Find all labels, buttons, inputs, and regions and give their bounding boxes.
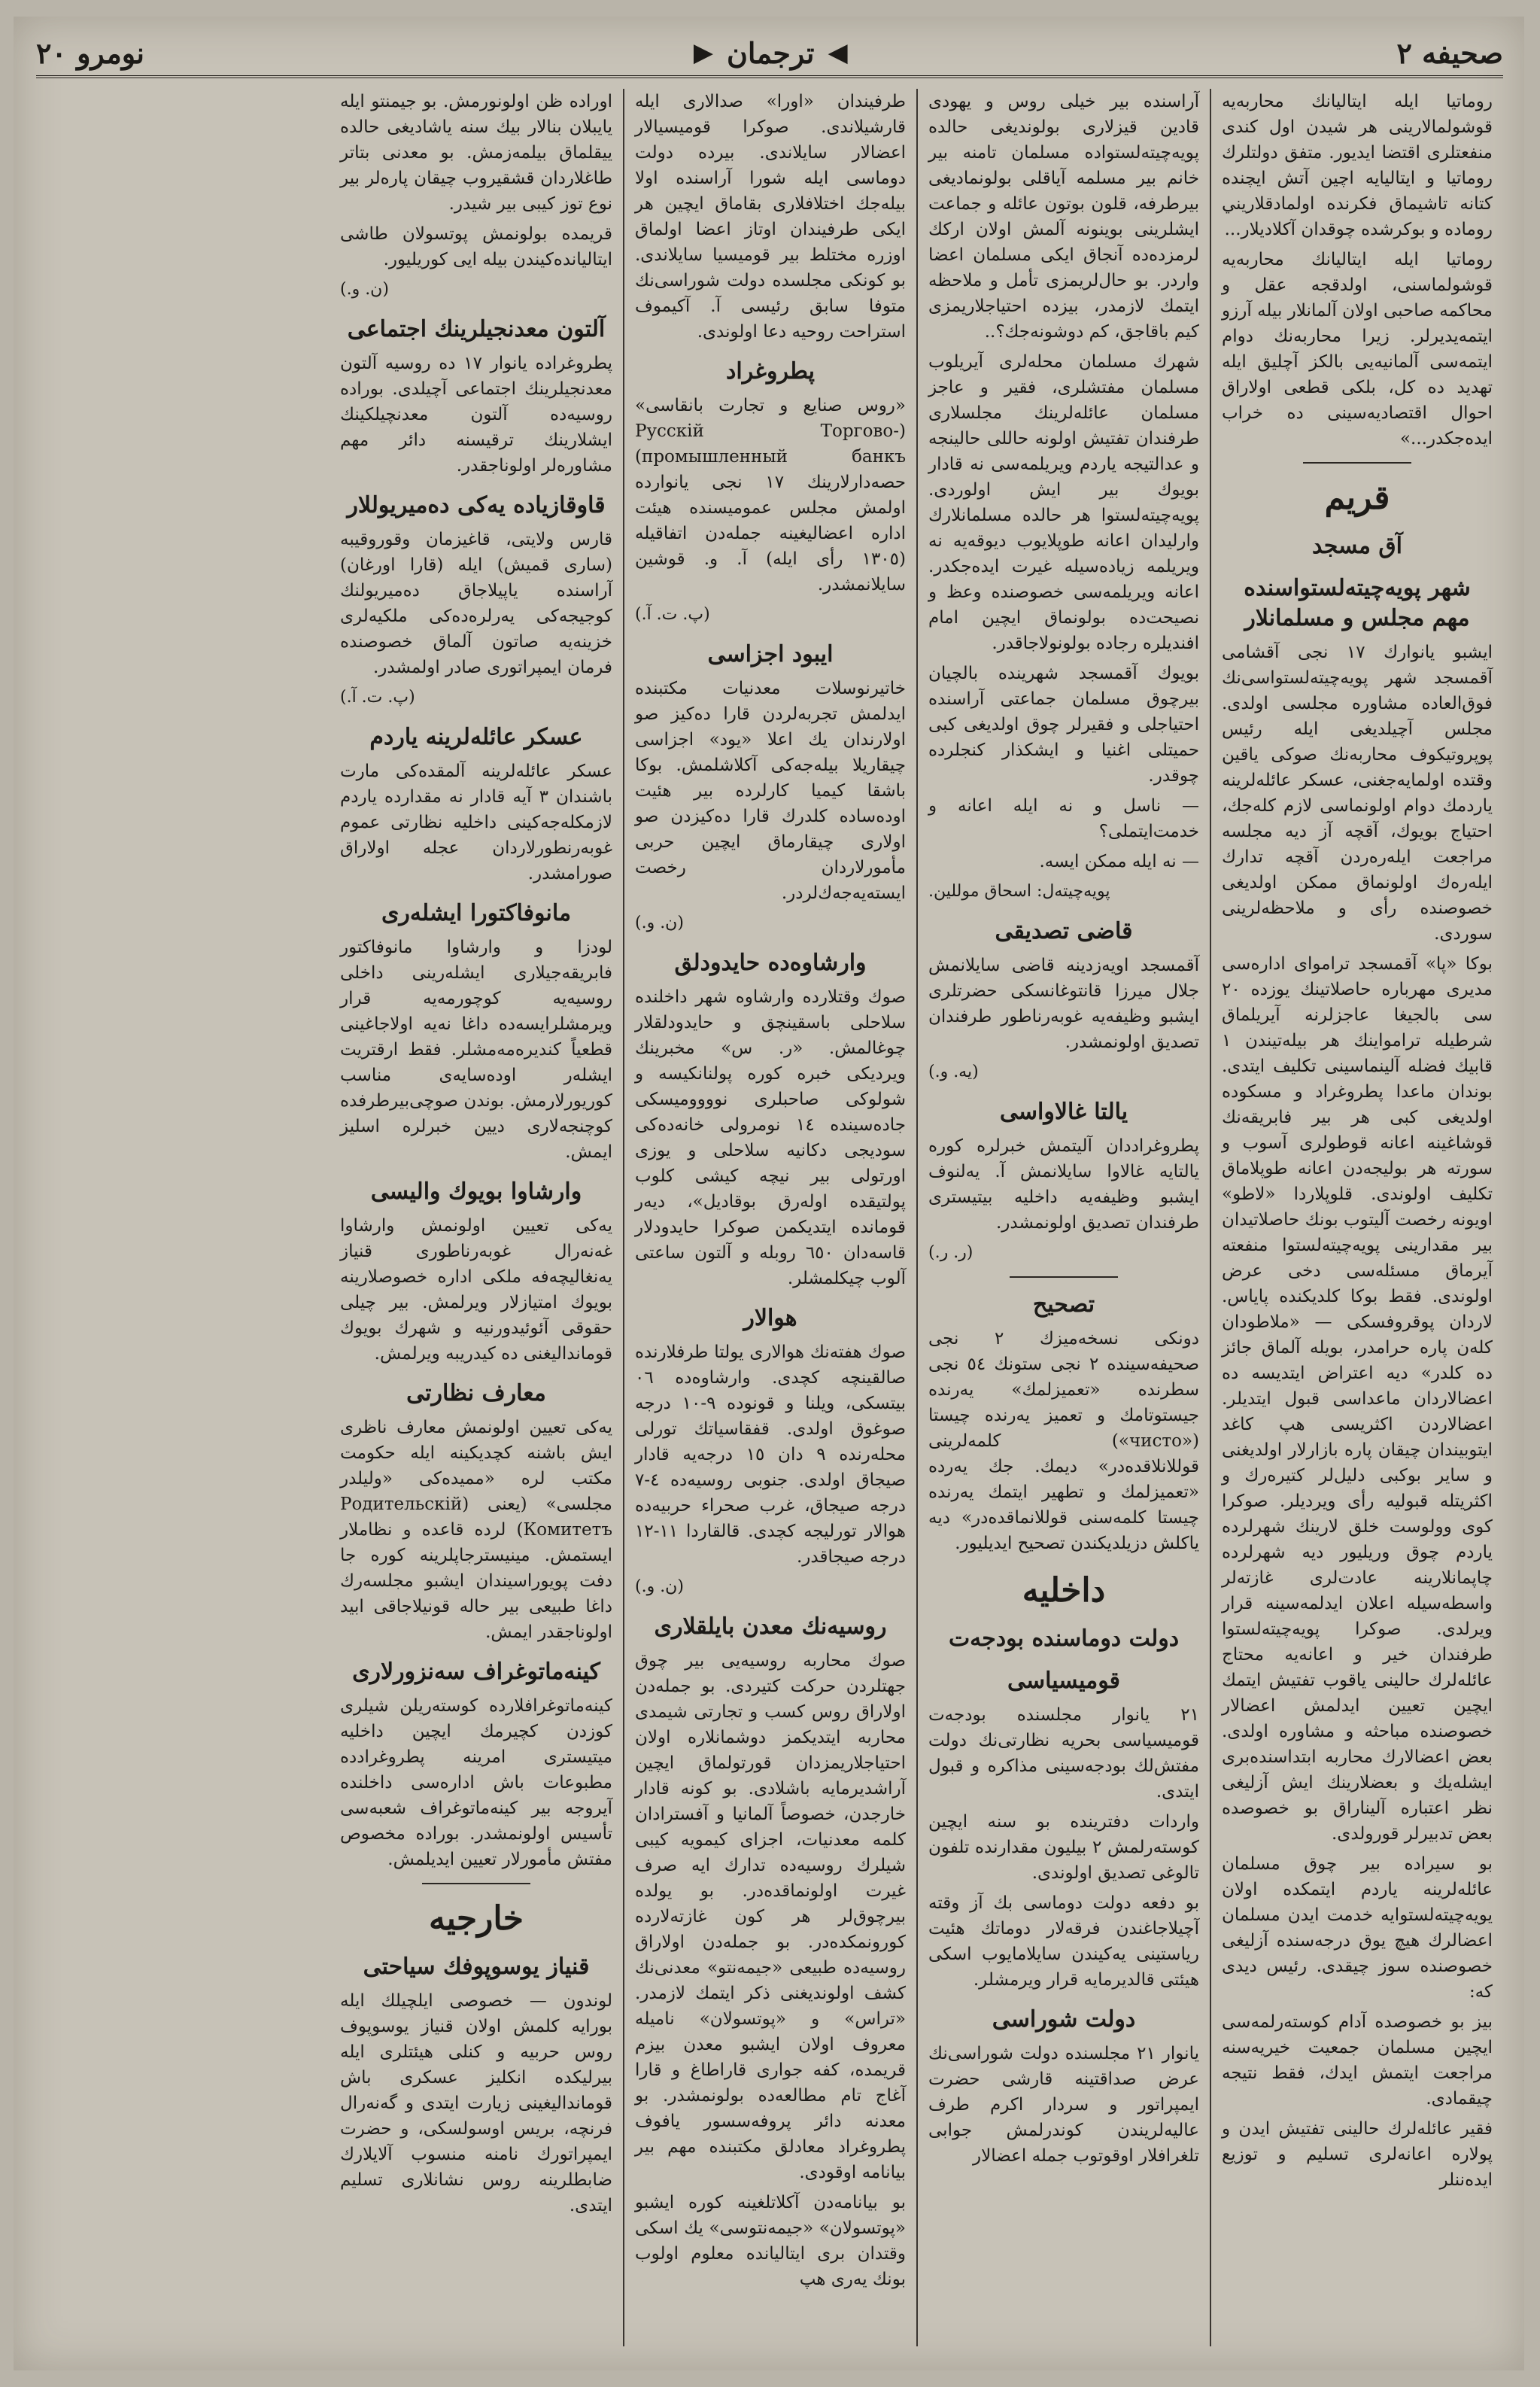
article-text: دونكى نسخه‌ميزك ٢ نجى صحيفه‌سينده ٢ نجى ستونك ٥٤ نجى سطرنده «تعميزلمك» يه‌رنده جيستوتامك و تعميز يه‌رنده چيستا («чисто») كلمه‌لرينى قوللانلاقده‌در» ديمك. جك يه‌رده «تعميزلمك و تطهير ايتمك يه‌رنده چيستا كلمه‌سنى قوللانماقده‌در» ديه ياكلش دزيلديكندن تصحيح ايديليور. xyxy=(928,1329,1199,1553)
article-heading: روسيه‌نك معدن بايلقلارى xyxy=(654,1613,887,1640)
section-heading-crimea: قريم xyxy=(1324,479,1390,517)
source-tag: (ن. و.) xyxy=(340,280,389,299)
article-heading: آق مسجد xyxy=(1312,533,1402,559)
article-heading: دولت دوماسنده بودجه‌ت xyxy=(948,1625,1180,1652)
newspaper-title: ترجمان xyxy=(726,35,815,70)
article-heading: هوالار xyxy=(743,1305,797,1331)
columns xyxy=(36,89,1503,2346)
article-text: پطروغراددان آليتمش خبرلره كوره يالتايه غالاوا سايلانمش آ. يه‌لنوف ايشبو وظيفه‌يه داخليه بيتيسترى طرفندان تصديق اولونمشدر. xyxy=(928,1136,1199,1233)
article-heading: قوميسياسى xyxy=(1007,1668,1121,1694)
article-text: لودزا و وارشاوا مانوفاكتور فابريقه‌جيلارى ايشله‌رينى داخلى روسيه‌يه كوچورمه‌يه قرار ويرمشلرايسه‌ده داغا نه‌يه اولاجاغينى قطعياً كنديره‌مه‌مشلر. فقط ارقتريت ايشله‌ر اوده‌سايه‌ى مناسب كوريورلارمش. بوندن صوچى‌بيرطرفده كوچنجه‌لارى ديين خبرلره اسليز ايمش. xyxy=(340,938,612,1162)
article-text: اوراده ظن اولونورمش. بو جيمنتو ايله يايبلان بنالار بيك سنه ياشاديغى حالده ييقلماق بيلمه‌زمش. بو معدنى بتاتر طاغلاردان قشقيروب چيقان پاره‌لر بير نوع توز كيبى بير شيدر. xyxy=(340,92,612,214)
newspaper-page xyxy=(14,17,1524,2370)
divider xyxy=(1303,462,1411,464)
section-heading-foreign: خارجيه xyxy=(429,1899,524,1938)
column-3 xyxy=(623,89,916,2346)
article-text: ٢١ يانوار مجلسنده بودجه‌ت قوميسياسى بحريه نظارتى‌نك دولت مفتش‌لك بودجه‌سينى مذاكره و قبول ايتدى. xyxy=(928,1705,1199,1802)
article-text: لوندون — خصوصى ايلچيلك ايله بورايه كلمش اولان قنياز يوسوپوف روس حربيه و كنلى هيئتلرى ايله بيرليكده انكليز عسكرى باش قومانداليغينى زيارت ايتدى و گه‌نه‌رال فرنچه، بريس اوسولسكى، و حضرت ايمپراتورك نامنه منسوب آلايلارك ضابطلرينه روس نشانلارى تسليم ايتدى. xyxy=(340,1991,612,2215)
article-heading: معارف نظارتى xyxy=(406,1380,546,1406)
article-text: بو دفعه دولت دوماسى بك آز وقته آچيلاجاغندن فرقه‌لار دوماتك هئيت رياستينى يه‌كيندن سايلامايوب اسكى هيئتى قالديرمايه قرار ويرمشلر. xyxy=(928,1893,1199,1990)
article-heading: عسكر عائله‌لرينه ياردم xyxy=(369,724,583,750)
article-text: ايشبو يانوارك ١٧ نجى آقشامى آقمسجد شهر پويه‌چيته‌لستواسى‌نك فوق‌العاده مشاوره مجلسى اولدى. مجلس آچيلديغى ايله رئيس پوپروتيكوف محاربه‌نك صوكى ياقين وقتده اولمايه‌جغنى، عسكر عائله‌لرينه ياردمك دوام اولونماسى لازم كله‌جك، احتياج بويوك، آقچه آز ديه مجلسه مراجعت ايله‌ره‌ردن آقچه تدارك ايله‌ره‌ك اولونماق ممكن اولديغى خصوصنده رأى و ملاحظه‌لرينى سوردى. xyxy=(1222,643,1493,944)
article-text: بويوك آقمسجد شهرينده بالچيان بيرچوق مسلمان جماعتى آراسنده احتياجلى و فقيرلر چوق اولديغى كبى حميتلى اغنيا و ايشكذار كنجلرده چوقدر. xyxy=(928,664,1199,786)
divider xyxy=(422,1883,531,1884)
section-heading-domestic: داخليه xyxy=(1022,1571,1106,1610)
article-text: يه‌كى تعيين اولونمش معارف ناظرى ايش باشنه كچديكينه ايله حكومت مكتب لره «مميده‌كى «وليلدر مجلسى» (يعنى (Родительскiй Комитетъ) لرده قاعده و نظاملار ايستمش. مينيسترجاپلرينه كوره جا دفت پويوراسيندان ايشبو مجلسه‌رك داغا طبيعى بير حاله قونيلاجاقى ابيد اولوناجقدر ايمش. xyxy=(340,1418,612,1642)
article-text: يه‌كى تعيين اولونمش وارشاوا غه‌نه‌رال غوبه‌رناطورى قنياز يه‌نغاليچه‌فه ملكى اداره خصوصلارينه بويوك امتيازلار ويرلمش. بير چيلى حقوقى آئوئيدورنيه و شهرك بويوك قومانداليغنى ده كيدريبه ويرلمش. xyxy=(340,1216,612,1364)
article-text: كينه‌ماتوغرافلارده كوسته‌ريلن شيلرى كوزدن كچيرمك ايچين داخليه ميتيسترى امرينه پطروغرادده مطبوعات باش اداره‌سى داخلنده آيروجه بير كينه‌ماتوغراف شعبه‌سى تأسيس اولونمشدر. بوراده مخصوص مفتش مأمورلار تعيين ايديلمش. xyxy=(340,1696,612,1869)
article-heading: قنياز يوسوپوفك سياحتى xyxy=(363,1954,590,1980)
article-text: قريمده بولونمش پوتسولان طاشى ايتاليانده‌كيندن بيله ايى كوريليور. xyxy=(340,224,612,269)
article-heading: يالتا غالاواسى xyxy=(999,1099,1128,1125)
left-arrow-ornament-icon: ◀ xyxy=(828,38,848,68)
masthead xyxy=(36,30,1503,78)
article-text: بو سيراده بير چوق مسلمان عائله‌لرينه ياردم ايتمكده اولان يويه‌چيته‌لستوايه خدمت ايدن مسلمان اعضالرك هيچ يوق درجه‌سنده آزليغى خصوصنده سوز چيقدى. رئيس ديدى كه: xyxy=(1222,1854,1493,2002)
column-2 xyxy=(916,89,1210,2346)
article-heading: ايبود اجزاسى xyxy=(707,641,834,667)
article-heading: دولت شوراسى xyxy=(992,2006,1136,2033)
article-text: فقير عائله‌لرك حالينى تفتيش ايدن و پولاره اعانه‌لرى تسليم و توزيع ايده‌ننلر xyxy=(1222,2119,1493,2190)
article-subheading: شهر پويه‌چيته‌لستواسنده مهم مجلس و مسلمانلار xyxy=(1244,575,1471,631)
source-tag: (ن. و.) xyxy=(635,1577,684,1596)
article-text: روماتيا ايله ايتاليانك محاربه‌يه قوشولمالارينى هر شيدن اول كندى منفعتلرى اقتضا ايديور. متفق دولتلرك روماتيا و ايتاليايه اچين آتش ايچنده كتانه تاشيماق فكرنده اولمادقلاريني روماده و بوكرشده چوقدان آكلاديلار... xyxy=(1222,92,1493,239)
article-text: صوك محاربه روسيه‌يى بير چوق جهتلردن حركت كتيردى. بو جمله‌دن اولاراق روس كسب و تجارتى شيمدى محاربه ايتديكمز دوشمانلاره اولان احتياجلاريمزدان قورتولماق ايچين آراشديرمايه باشلادى. بو كونه قادار خارجدن، خصوصاً آلمانيا و آفسترادان كلمه معدنيات، اجزاى كيمويه كيبى شيلرك روسيه‌ده تدارك ايه صرف غيرت اولونماقده‌در. بو يولده بيرچوق‌لر هر كون غازته‌لارده كورونمكده‌در. بو جمله‌دن اولاراق روسيه‌ده طبيعى «جيمه‌نتو» معدنى‌نك كشف اولونديغنى ذكر ايتمك لازمدر. «تراس» و «پوتسولان» ناميله معروف اولان ايشبو معدن بيزم قريمده، كفه جوارى قاراطاغ و قارا آغاج تام مطالعه‌ده بولونمشدر. بو معدنه دائر پروفه‌سسور يافوف پطروغراد معادلق مكتبنده مهم بير بيانامه اوقودى. xyxy=(635,1651,906,2182)
source-tag: (ر. ر.) xyxy=(928,1243,974,1262)
article-text: «روس صنايع و تجارت بانقاسى» (Русскiй Торгово-промышленный банкъ) حصه‌دارلارينك ١٧ نجى يانوارده اولمش مجلس عموميسنده هيئت اداره اعضاليغينه جمله‌دن اتفاقيله (١٣٠٥ رأى ايله) آ. و. قوشين سايلانمشدر. xyxy=(635,396,906,594)
article-text: پطروغراده يانوار ١٧ ده روسيه آلتون معدنجيلرينك اجتماعى آچيلدى. بوراده روسيه‌ده آلتون معدنچيلكينك ايشلارينك ترقيسنه دائر مهم مشاوره‌لر اولوناجقدر. xyxy=(340,354,613,476)
article-heading: تصحيح xyxy=(1032,1291,1095,1318)
source-tag: (پ. ت. آ.) xyxy=(635,605,710,624)
article-text: خاتيرنوسلات معدنيات مكتبنده ايدلمش تجربه‌لردن قارا ده‌كيز صو اولارندان يك اعلا «يود» اجزاسى چيقاريلا بيله‌جه‌كى آكلاشلمش. بوكا باشقا كيميا كارلرده بير هئيت اوده‌ساده كلدرك قارا ده‌كيزدن صو اولارى چيقارماق ايچين حربى مأمورلاردان رخصت ايسته‌يه‌جه‌ك‌لردر. xyxy=(635,679,906,903)
article-text: — نه ايله ممكن ايسه. xyxy=(1039,852,1199,871)
article-text: بوكا «پا» آقمسجد ترامواى اداره‌سى مديرى مهرباره حاصلاتينك يوزده ٢٠ سى بالجيغا عاجزلرنه آيريلماق شرطيله ترامواينك هر بيله‌تيندن ١ قابيك فضله آلينماسينى تكليف ايتدى. بوندان ماعدا پطروغراد و مسكوده اولديغى كبى هر بير فابريقه‌نك قوشاغينه اعانه قوطولرى آسوب و سورته هر بوليجه‌دن اعانه طوپلاماق تكليف اولوندى. قلوپلاردا «لاطو» اويونه رخصت آليتوب بونك حاصلاتيدان بير مقدارينى پويه‌چيته‌لستوا منفعته آيرماق مسئله‌سى دخى عرض اولوندى. فقط بوكا كلديكنده پاياس. لاردان پوقروفسكى — «ملاطودان كله‌ن پاره حرامدر، بويله آلماق جائز ده كلدر» ديه اعتراض ايتديسه ده اعضالاردان ماعداسى قبول ايتديلر. اعضالاردن اكثريسى هپ كاغد ايتوبيندان چيقان پاره بازارلار اولديغنى و ساير بوكبى دليل‌لر كتيره‌رك و اكثريتله قبوليه رأى ويرديلر. صوكرا كوى وولوست خلق لارينك شهرلرده ياردم چوق وريليور ديه شهرلرده چاپمانلارينه عادت‌لرى غازته‌لر واسطه‌سيله اعلان ايدلمه‌سينه قرار ويرلدى. صوكرا پويه‌چيته‌لستوا طرفندان خير و اعانه‌يه محتاج عائله‌لرك حالينى ياقوب تفتيش ايتمك ايچين تعيين ايدلمش اعضالار خصوصنده مباحثه و مشاوره اولدى. بعض اعضالارك محاربه ابتداسنده‌برى ايشله‌يك و بعضلارينك ايش آزليغى نظر اعتباره آليناراق بو خصوصده بعض تدبيرلر قورولدى. xyxy=(1222,954,1493,1844)
article-heading: قاوقازياده يه‌كى ده‌ميريوللار xyxy=(347,492,606,518)
issue-number: نومرو ٢٠ xyxy=(36,35,144,70)
article-text: شهرك مسلمان محله‌لرى آيريلوب مسلمان مفتشلرى، فقير و عاجز مسلمان عائله‌لرينك مجلسلارى طرفندان تفتيش اولونه حاللى حالينجه و عدالتيجه ياردم ويريلمه‌سى نه قادار بويوك بير ايش اولوردى. پويه‌چيته‌لستوا هر حالده مسلمانلارك وارليدان اعانه طوپلايوب ديوقه‌يه نه ويريلمه زياده‌سيله غيرت ايده‌جكدر. اعانه ويريلمه‌سى خصوصنده وعظ و نصيحت‌ده بولونماق ايچين امام افنديلره رجاده بولونولاجاقدر. xyxy=(928,352,1199,653)
article-text: طرفيندان «اورا» صدالارى ايله قارشيلاندى. صوكرا قوميسيالار اعضالار سايلاندى. بيرده دولت دوماسى ايله شورا آراسنده اولا بيله‌جك اختلافلارى بقاماق ايچين هر ايكى طرفيندان اوتاز اعضا اولماق اوزره مختلط بير قوميسيا سايلاندى. بو كونكى مجلسده دولت شوراسى‌نك متوفا سابق رئيسى آ. آكيموف استراحت روحيه دعا اولوندى. xyxy=(635,92,906,342)
article-text: قارس ولايتى، قاغيزمان وقوروقيبه (سارى قميش) ايله (قارا اورغان) آراسنده ياپيلاجاق ده‌ميريولنك كوجيجه‌كى يه‌رلره‌ده‌كى ملكيه‌لرى خزينه‌يه صاتون آلماق خصوصنده فرمان ايمپراتورى صادر اولمشدر. xyxy=(340,530,612,677)
article-heading: وارشاوه‌ده حايدودلق xyxy=(674,950,867,976)
article-heading: كينه‌ماتوغراف سه‌نزورلارى xyxy=(352,1659,600,1685)
article-text: عسكر عائله‌لرينه آلمقده‌كى مارت باشندان ٣ آيه قادار نه مقدارده ياردم لازمكله‌جه‌كينى داخليه نظارتى عموم غوبه‌رنطورلاردان عجله اولاراق صورامشدر. xyxy=(340,762,612,883)
article-heading: مانوفاكتورا ايشله‌رى xyxy=(381,900,572,926)
article-text: روماتيا ايله ايتاليانك محاربه‌يه قوشولماسنى، اولدقجه عقل و محاكمه صاحبى اولان آلمانلار بيله آرزو ايتمه‌يديرلر. زيرا محاربه‌نك دوام ايتمه‌سى آلمانيه‌يى بالكز آچليق ايله تهديد ده كل، بلكى قطعى اولاراق احوال اقتصاديه‌سينى ده خراب ايده‌جكدر...» xyxy=(1222,250,1493,449)
article-text: صوك وقتلارده وارشاوه شهر داخلنده سلاحلى باسقينچق و حايدودلقلار چوغالمش. «ر. س» مخبرينك ويرديكى خبره كوره پولنانكيسه و شولوكى صاحبلرى نووووميسكى جاده‌سينده ١٤ نومرولى خانه‌ده‌كى سوديجى دكانيه سلاحلى و يوزى اورتولى بير نيچه كيشى كلوب پولتيقده اوله‌رق بوقاديل»، ديه‌ر قومانده ايتديكمن صوكرا حايدودلار قاسه‌دان ٦٥٠ روبله و آلتون ساعتى آلوب چيكلمشلر. xyxy=(635,987,906,1288)
article-text: بيز بو خصوصده آدام كوسته‌رلمه‌سى ايچين مسلمان جمعيت خيريه‌سنه مراجعت ايتمش ايدك، فقط نتيجه چيقمادى. xyxy=(1222,2012,1493,2109)
article-text: آقمسجد اويه‌زدينه قاضى سايلانمش جلال ميرزا قانتوغانسكى حضرتلرى ايشبو وظيفه‌يه غوبه‌رناطور طرفندان تصديق اولونمشدر. xyxy=(928,956,1199,1052)
article-text: — ناسل و نه ايله اعانه و خدمت‌ايتملى؟ xyxy=(928,796,1199,841)
right-arrow-ornament-icon: ▶ xyxy=(693,38,713,68)
source-tag: (پ. ت. آ.) xyxy=(340,688,415,707)
article-text: آراسنده بير خيلى روس و يهودى قادين قيزلارى بولونديغى حالده پويه‌چيته‌لستواده مسلمان تامنه بير خانم بير مسلمه آياقلى بولونماديغى بيرطرفه، قلون بوتون عائله و جماعت ايشلرينى بوينونه آلمش اولان اركك لرمزده‌ده آنجاق ايكى مسلمان اعضا واردر. بو حال‌لريمزى تأمل و ملاحظه ايتمك لازمدر، بيزده احتياجلاريمزى كيم باقاجق، كم دوشونه‌جك؟.. xyxy=(928,92,1199,342)
article-heading: آلتون معدنجيلرينك اجتماعى xyxy=(347,316,606,342)
source-tag: (يه. و.) xyxy=(928,1063,979,1081)
page-number: صحيفه ٢ xyxy=(1396,35,1503,70)
article-text: صوك هفته‌نك هوالارى يولتا طرفلارنده صالقينچه كچدى. وارشاوه‌ده ٠٦ بيتسكى، ويلنا و قونوده ٩-١٠ درجه صوغوق اولدى. قفقاسياتك تورلى محله‌رنده ٩ دان ١٥ درجه‌يه قادار صيجاق اولدى. جنوبى روسيه‌ده ٤-٧ درجه صيجاق، غرب صحراء حربيه‌ده هوالار تورليجه كچدى. قالقاردا ١١-١٢ درجه صيجاقدر. xyxy=(635,1342,906,1567)
article-heading: وارشاوا بويوك واليسى xyxy=(370,1178,582,1205)
column-1 xyxy=(1210,89,1503,2346)
article-heading: پطروغراد xyxy=(726,358,815,385)
column-4 xyxy=(330,89,623,2346)
byline: پويه‌چيته‌ل: اسحاق موللين. xyxy=(928,882,1110,901)
article-text: واردات دفترينده بو سنه ايچين كوسته‌رلمش ٢ بيليون مقدارنده تلفون تالوغى تصديق اولوندى. xyxy=(928,1812,1200,1883)
article-heading: قاضى تصديقى xyxy=(995,918,1133,944)
divider xyxy=(1010,1276,1118,1278)
article-text: يانوار ٢١ مجلسنده دولت شوراسى‌نك عرض صداقتينه قارشى حضرت ايمپراتور و سردار اكرم طرف عاليه‌لريندن كوندرلمش جوابى تلغرافلار اوقوتوب جمله اعضالار xyxy=(928,2044,1199,2166)
article-text: بو بيانامه‌دن آكلاتلغينه كوره ايشبو «پوتسولان» «جيمه‌نتوسى» يك اسكى وقتدان برى ايتاليانده معلوم اولوب بونك يه‌رى هپ xyxy=(635,2193,906,2289)
masthead-center xyxy=(694,36,848,70)
source-tag: (ن. و.) xyxy=(635,914,684,932)
